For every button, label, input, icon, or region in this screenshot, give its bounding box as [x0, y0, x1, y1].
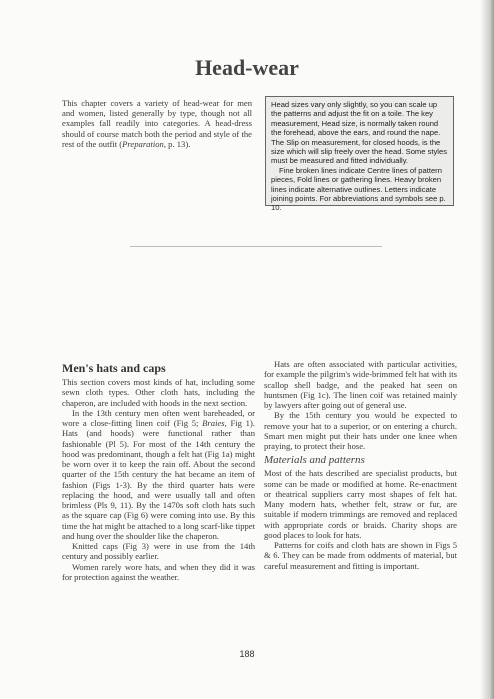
note-paragraph-1: Head sizes vary only slightly, so you can scale up the patterns and adjust the fit on a toile. The key measurement, Head size, is normally taken round the forehead, above the ears, and round the nape. The Slip on measurement, for closed hoods, is the size which will slip freely over the head. Some styles must be measured and fitted individually. — [271, 100, 447, 166]
section-paragraph-3: Knitted caps (Fig 3) were in use from the 14th century and possibly earlier. — [62, 541, 255, 562]
page-number: 188 — [239, 649, 255, 659]
intro-paragraph — [62, 98, 252, 149]
page-edge-shadow — [480, 0, 494, 699]
section-paragraph-2 — [62, 408, 255, 541]
section-paragraph-4: Women rarely wore hats, and when they did it was for protection against the weather. — [62, 561, 255, 582]
p2-text-b: , Fig 1). Hats (and hoods) were functional rather than fashionable (Pl 5). For most of the 14th century the hood was predominant, though a felt hat (Fig 1a) might be worn over it to keep the rain off. About the second quarter of the 15th century the hat became an item of fashion (Figs 1-3). By the third quarter hats were replacing the hood, and were usually tall and often brimless (Pls 9, 11). By the 1470s soft cloth hats such as the square cap (Fig 6) were coming into use. By this time the hat might be attached to a long scarf-like tippet and hung over the shoulder like the chaperon. — [62, 418, 255, 541]
right-column — [264, 359, 457, 571]
p2-ref: Braies — [202, 418, 225, 428]
section-paragraph-1: This section covers most kinds of hat, including some sewn cloth types. Other cloth hats, including the chaperon, are included with hoods in the next section. — [62, 377, 255, 408]
divider-rule — [130, 246, 382, 247]
intro-ref: Preparation — [122, 138, 164, 149]
measurement-note-box — [265, 96, 454, 213]
page-title: Head-wear — [195, 55, 299, 80]
intro-text: This chapter covers a variety of head-wear for men and women, listed generally by type, though not all examples fall readily into categories. A head-dress should of course match both the period and style of the rest of the outfit ( — [62, 98, 252, 149]
intro-text-end: , p. 13). — [163, 138, 191, 149]
right-paragraph-4: Patterns for coifs and cloth hats are shown in Figs 5 & 6. They can be made from oddments of material, but careful measurement and fitting is important. — [264, 540, 457, 571]
p2-text-a: In the 13th century men often went bareheaded, or wore a close-fitting linen coif (Fig 5; — [62, 407, 255, 428]
right-paragraph-2: By the 15th century you would be expected to remove your hat to a superior, or on entering a church. Smart men might put their hats under one knee when praying, to protect their hose. — [264, 410, 457, 451]
left-column — [62, 361, 255, 582]
section-heading: Men's hats and caps — [62, 361, 166, 375]
right-paragraph-3: Most of the hats described are specialist products, but some can be made or modified at home. Re-enactment or theatrical suppliers carry most shapes of felt hat. Many modern hats, whether felt, straw or fur, are suitable if modern trimmings are removed and replaced with appropriate cords or braids. Charity shops are good places to look for hats. — [264, 468, 457, 540]
note-paragraph-2: Fine broken lines indicate Centre lines of pattern pieces, Fold lines or gathering lines. Heavy broken lines indicate alternative outlines. Letters indicate joining points. For abbreviations and symbols see p. 10. — [271, 165, 446, 213]
right-paragraph-1: Hats are often associated with particular activities, for example the pilgrim's wide-brimmed felt hat with its scallop shell badge, and the peaked hat seen on huntsmen (Fig 1c). The linen coif was retained mainly by lawyers after going out of general use. — [264, 359, 457, 410]
subsection-heading: Materials and patterns — [264, 454, 365, 467]
